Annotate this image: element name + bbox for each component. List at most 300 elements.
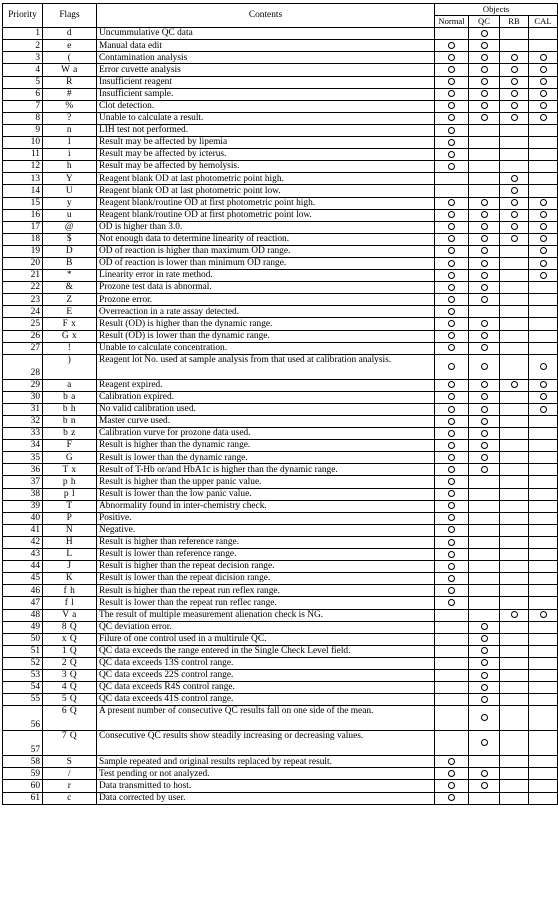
applicable-circle-icon <box>481 114 488 121</box>
flag-cell: u <box>43 209 97 221</box>
priority-header: Priority <box>3 4 43 28</box>
cal-object-cell <box>529 682 558 694</box>
flag-cell: 4 Q <box>43 682 97 694</box>
rb-object-cell <box>500 112 529 124</box>
table-row <box>3 645 558 657</box>
priority-cell: 17 <box>3 221 43 233</box>
qc-object-cell <box>469 233 500 245</box>
flag-cell: d <box>43 28 97 40</box>
contents-cell: Contamination analysis <box>97 52 435 64</box>
normal-object-cell <box>435 657 469 669</box>
applicable-circle-icon <box>448 284 455 291</box>
flag-cell: 8 Q <box>43 621 97 633</box>
flag-cell: * <box>43 270 97 282</box>
flag-cell: T <box>43 500 97 512</box>
rb-object-cell <box>500 657 529 669</box>
cal-object-cell <box>529 694 558 706</box>
table-body <box>3 28 558 804</box>
applicable-circle-icon <box>448 320 455 327</box>
flag-cell: ! <box>43 342 97 354</box>
qc-object-cell <box>469 561 500 573</box>
cal-object-cell <box>529 549 558 561</box>
rb-object-cell <box>500 294 529 306</box>
cal-object-cell <box>529 524 558 536</box>
flag-cell: l <box>43 137 97 149</box>
applicable-circle-icon <box>540 114 547 121</box>
qc-object-cell <box>469 245 500 257</box>
normal-object-cell <box>435 173 469 185</box>
applicable-circle-icon <box>448 539 455 546</box>
qc-object-cell <box>469 682 500 694</box>
applicable-circle-icon <box>481 739 488 746</box>
normal-object-cell <box>435 282 469 294</box>
rb-object-cell <box>500 185 529 197</box>
qc-object-cell <box>469 731 500 756</box>
applicable-circle-icon <box>540 54 547 61</box>
normal-object-cell <box>435 354 469 379</box>
applicable-circle-icon <box>481 332 488 339</box>
applicable-circle-icon <box>481 466 488 473</box>
table-row <box>3 780 558 792</box>
contents-cell: Insufficient reagent <box>97 76 435 88</box>
qc-object-cell <box>469 282 500 294</box>
applicable-circle-icon <box>511 199 518 206</box>
applicable-circle-icon <box>511 187 518 194</box>
applicable-circle-icon <box>481 696 488 703</box>
cal-object-cell <box>529 379 558 391</box>
applicable-circle-icon <box>448 454 455 461</box>
rb-object-cell <box>500 173 529 185</box>
flag-cell: x Q <box>43 633 97 645</box>
normal-object-cell <box>435 209 469 221</box>
qc-object-cell <box>469 609 500 621</box>
qc-object-cell <box>469 173 500 185</box>
priority-cell: 52 <box>3 657 43 669</box>
applicable-circle-icon <box>481 90 488 97</box>
contents-cell: Result is lower than the repeat dicision range. <box>97 573 435 585</box>
applicable-circle-icon <box>448 151 455 158</box>
priority-cell: 21 <box>3 270 43 282</box>
flag-cell: $ <box>43 233 97 245</box>
applicable-circle-icon <box>448 139 455 146</box>
flag-cell: H <box>43 536 97 548</box>
normal-object-cell <box>435 137 469 149</box>
qc-object-cell <box>469 403 500 415</box>
contents-cell: Result is lower than the dynamic range. <box>97 452 435 464</box>
contents-cell: Reagent lot No. used at sample analysis from that used at calibration analysis. <box>97 354 435 379</box>
table-row <box>3 173 558 185</box>
table-row <box>3 161 558 173</box>
contents-cell: Overreaction in a rate assay detected. <box>97 306 435 318</box>
cal-object-cell <box>529 124 558 136</box>
table-row <box>3 694 558 706</box>
contents-cell: Manual data edit <box>97 40 435 52</box>
priority-cell: 38 <box>3 488 43 500</box>
applicable-circle-icon <box>448 575 455 582</box>
rb-object-cell <box>500 28 529 40</box>
applicable-circle-icon <box>448 42 455 49</box>
cal-object-cell <box>529 330 558 342</box>
priority-cell: 19 <box>3 245 43 257</box>
table-row <box>3 428 558 440</box>
flag-cell: B <box>43 257 97 269</box>
applicable-circle-icon <box>448 770 455 777</box>
applicable-circle-icon <box>448 393 455 400</box>
cal-object-cell <box>529 137 558 149</box>
applicable-circle-icon <box>448 54 455 61</box>
applicable-circle-icon <box>511 54 518 61</box>
table-row <box>3 573 558 585</box>
qc-object-cell <box>469 657 500 669</box>
flags-header: Flags <box>43 4 97 28</box>
table-row <box>3 512 558 524</box>
rb-object-cell <box>500 416 529 428</box>
contents-cell: Sample repeated and original results replaced by repeat result. <box>97 756 435 768</box>
table-row <box>3 88 558 100</box>
rb-object-cell <box>500 694 529 706</box>
table-row <box>3 792 558 804</box>
flag-cell: F <box>43 440 97 452</box>
table-row <box>3 245 558 257</box>
cal-object-cell <box>529 257 558 269</box>
qc-object-cell <box>469 40 500 52</box>
normal-object-cell <box>435 464 469 476</box>
priority-cell: 15 <box>3 197 43 209</box>
priority-cell: 2 <box>3 40 43 52</box>
applicable-circle-icon <box>448 296 455 303</box>
normal-object-cell <box>435 149 469 161</box>
qc-object-cell <box>469 768 500 780</box>
flag-cell: Y <box>43 173 97 185</box>
normal-object-cell <box>435 524 469 536</box>
cal-object-cell <box>529 512 558 524</box>
priority-cell: 37 <box>3 476 43 488</box>
flag-cell: Z <box>43 294 97 306</box>
table-row <box>3 330 558 342</box>
qc-object-cell <box>469 780 500 792</box>
applicable-circle-icon <box>481 54 488 61</box>
rb-object-cell <box>500 100 529 112</box>
rb-object-cell <box>500 488 529 500</box>
applicable-circle-icon <box>481 223 488 230</box>
flag-cell: 5 Q <box>43 694 97 706</box>
qc-object-cell <box>469 645 500 657</box>
qc-object-cell <box>469 792 500 804</box>
applicable-circle-icon <box>511 102 518 109</box>
normal-object-cell <box>435 682 469 694</box>
flag-cell: T x <box>43 464 97 476</box>
applicable-circle-icon <box>448 78 455 85</box>
normal-object-cell <box>435 52 469 64</box>
flag-cell: # <box>43 88 97 100</box>
applicable-circle-icon <box>481 260 488 267</box>
rb-object-cell <box>500 137 529 149</box>
flag-cell: r <box>43 780 97 792</box>
normal-object-cell <box>435 221 469 233</box>
contents-cell: Unable to calculate a result. <box>97 112 435 124</box>
applicable-circle-icon <box>448 758 455 765</box>
table-row <box>3 100 558 112</box>
contents-cell: Reagent blank/routine OD at first photometric point high. <box>97 197 435 209</box>
applicable-circle-icon <box>481 247 488 254</box>
flag-cell: ( <box>43 52 97 64</box>
flag-cell: b n <box>43 416 97 428</box>
normal-object-cell <box>435 549 469 561</box>
applicable-circle-icon <box>481 672 488 679</box>
flag-cell: W a <box>43 64 97 76</box>
normal-object-cell <box>435 645 469 657</box>
normal-object-cell <box>435 270 469 282</box>
flag-cell: f h <box>43 585 97 597</box>
applicable-circle-icon <box>540 102 547 109</box>
cal-object-cell <box>529 464 558 476</box>
applicable-circle-icon <box>448 442 455 449</box>
qc-object-cell <box>469 756 500 768</box>
priority-cell: 20 <box>3 257 43 269</box>
rb-object-cell <box>500 282 529 294</box>
contents-cell: Result may be affected by icterus. <box>97 149 435 161</box>
applicable-circle-icon <box>481 635 488 642</box>
rb-object-cell <box>500 76 529 88</box>
contents-cell: Unable to calculate concentration. <box>97 342 435 354</box>
normal-object-cell <box>435 185 469 197</box>
flag-cell: E <box>43 306 97 318</box>
contents-cell: Result is higher than reference range. <box>97 536 435 548</box>
flag-cell: p l <box>43 488 97 500</box>
rb-object-cell <box>500 597 529 609</box>
normal-object-cell <box>435 573 469 585</box>
cal-object-cell <box>529 669 558 681</box>
flag-cell: 6 Q <box>43 706 97 731</box>
flag-cell: 1 Q <box>43 645 97 657</box>
applicable-circle-icon <box>481 102 488 109</box>
flag-cell: b z <box>43 428 97 440</box>
applicable-circle-icon <box>511 381 518 388</box>
qc-object-cell <box>469 294 500 306</box>
applicable-circle-icon <box>448 514 455 521</box>
priority-cell: 41 <box>3 524 43 536</box>
rb-object-cell <box>500 780 529 792</box>
rb-header: RB <box>500 16 529 28</box>
priority-cell: 39 <box>3 500 43 512</box>
applicable-circle-icon <box>481 296 488 303</box>
applicable-circle-icon <box>448 587 455 594</box>
flag-cell: & <box>43 282 97 294</box>
table-row <box>3 233 558 245</box>
applicable-circle-icon <box>448 599 455 606</box>
priority-cell: 43 <box>3 549 43 561</box>
cal-object-cell <box>529 621 558 633</box>
qc-object-cell <box>469 512 500 524</box>
applicable-circle-icon <box>481 199 488 206</box>
priority-cell: 58 <box>3 756 43 768</box>
rb-object-cell <box>500 233 529 245</box>
contents-cell: Abnormality found in inter-chemistry check. <box>97 500 435 512</box>
priority-cell: 53 <box>3 669 43 681</box>
table-row <box>3 549 558 561</box>
table-row <box>3 28 558 40</box>
cal-object-cell <box>529 633 558 645</box>
table-row <box>3 500 558 512</box>
normal-object-cell <box>435 330 469 342</box>
normal-object-cell <box>435 706 469 731</box>
normal-object-cell <box>435 318 469 330</box>
applicable-circle-icon <box>481 430 488 437</box>
applicable-circle-icon <box>481 770 488 777</box>
priority-cell: 36 <box>3 464 43 476</box>
qc-object-cell <box>469 354 500 379</box>
priority-cell: 30 <box>3 391 43 403</box>
flag-cell: 2 Q <box>43 657 97 669</box>
normal-object-cell <box>435 512 469 524</box>
rb-object-cell <box>500 452 529 464</box>
rb-object-cell <box>500 330 529 342</box>
header-row <box>3 4 558 16</box>
flag-cell: e <box>43 40 97 52</box>
normal-object-cell <box>435 561 469 573</box>
rb-object-cell <box>500 270 529 282</box>
contents-cell: Data corrected by user. <box>97 792 435 804</box>
normal-object-cell <box>435 197 469 209</box>
normal-object-cell <box>435 161 469 173</box>
contents-cell: Calibration expired. <box>97 391 435 403</box>
priority-cell: 34 <box>3 440 43 452</box>
priority-cell: 24 <box>3 306 43 318</box>
applicable-circle-icon <box>481 42 488 49</box>
normal-object-cell <box>435 124 469 136</box>
cal-object-cell <box>529 609 558 621</box>
table-header <box>3 4 558 28</box>
applicable-circle-icon <box>481 320 488 327</box>
qc-object-cell <box>469 342 500 354</box>
applicable-circle-icon <box>481 623 488 630</box>
normal-object-cell <box>435 780 469 792</box>
table-row <box>3 756 558 768</box>
rb-object-cell <box>500 633 529 645</box>
contents-cell: Result is lower than the low panic value. <box>97 488 435 500</box>
rb-object-cell <box>500 88 529 100</box>
table-row <box>3 318 558 330</box>
applicable-circle-icon <box>448 247 455 254</box>
rb-object-cell <box>500 209 529 221</box>
cal-object-cell <box>529 536 558 548</box>
table-row <box>3 585 558 597</box>
applicable-circle-icon <box>540 199 547 206</box>
data-flags-table <box>2 3 558 805</box>
priority-cell: 40 <box>3 512 43 524</box>
normal-object-cell <box>435 488 469 500</box>
flag-cell: h <box>43 161 97 173</box>
cal-object-cell <box>529 294 558 306</box>
flag-cell: J <box>43 561 97 573</box>
rb-object-cell <box>500 768 529 780</box>
rb-object-cell <box>500 391 529 403</box>
flag-cell: L <box>43 549 97 561</box>
qc-object-cell <box>469 633 500 645</box>
table-row <box>3 76 558 88</box>
flag-cell: V a <box>43 609 97 621</box>
contents-cell: QC data exceeds 41S control range. <box>97 694 435 706</box>
flag-cell: F x <box>43 318 97 330</box>
priority-cell: 51 <box>3 645 43 657</box>
rb-object-cell <box>500 124 529 136</box>
qc-object-cell <box>469 500 500 512</box>
applicable-circle-icon <box>448 526 455 533</box>
qc-object-cell <box>469 549 500 561</box>
cal-object-cell <box>529 40 558 52</box>
applicable-circle-icon <box>481 78 488 85</box>
priority-cell: 25 <box>3 318 43 330</box>
contents-cell: OD of reaction is higher than maximum OD range. <box>97 245 435 257</box>
qc-object-cell <box>469 137 500 149</box>
contents-cell: QC data exceeds 13S control range. <box>97 657 435 669</box>
table-row <box>3 669 558 681</box>
qc-object-cell <box>469 464 500 476</box>
table-row <box>3 621 558 633</box>
cal-header: CAL <box>529 16 558 28</box>
priority-cell: 3 <box>3 52 43 64</box>
applicable-circle-icon <box>481 406 488 413</box>
cal-object-cell <box>529 64 558 76</box>
flag-cell: / <box>43 768 97 780</box>
applicable-circle-icon <box>448 90 455 97</box>
applicable-circle-icon <box>481 418 488 425</box>
priority-cell: 60 <box>3 780 43 792</box>
priority-cell: 4 <box>3 64 43 76</box>
normal-object-cell <box>435 694 469 706</box>
applicable-circle-icon <box>540 406 547 413</box>
table-row <box>3 112 558 124</box>
normal-object-cell <box>435 621 469 633</box>
table-row <box>3 609 558 621</box>
flag-cell: y <box>43 197 97 209</box>
applicable-circle-icon <box>540 66 547 73</box>
table-row <box>3 342 558 354</box>
qc-object-cell <box>469 379 500 391</box>
contents-cell: Result is lower than the repeat run reflec range. <box>97 597 435 609</box>
table-row <box>3 306 558 318</box>
table-row <box>3 391 558 403</box>
rb-object-cell <box>500 573 529 585</box>
contents-cell: Result (OD) is higher than the dynamic range. <box>97 318 435 330</box>
contents-cell: The result of multiple measurement alienation check is NG. <box>97 609 435 621</box>
table-row <box>3 209 558 221</box>
applicable-circle-icon <box>481 714 488 721</box>
rb-object-cell <box>500 428 529 440</box>
qc-header: QC <box>469 16 500 28</box>
applicable-circle-icon <box>448 418 455 425</box>
cal-object-cell <box>529 149 558 161</box>
table-row <box>3 294 558 306</box>
rb-object-cell <box>500 549 529 561</box>
flag-cell: i <box>43 149 97 161</box>
cal-object-cell <box>529 500 558 512</box>
applicable-circle-icon <box>481 381 488 388</box>
contents-cell: Prozone error. <box>97 294 435 306</box>
applicable-circle-icon <box>481 284 488 291</box>
applicable-circle-icon <box>481 235 488 242</box>
contents-cell: Filure of one control used in a multirule QC. <box>97 633 435 645</box>
priority-cell: 55 <box>3 694 43 706</box>
contents-cell: Data transmitted to host. <box>97 780 435 792</box>
qc-object-cell <box>469 100 500 112</box>
contents-cell: Insufficient sample. <box>97 88 435 100</box>
applicable-circle-icon <box>511 223 518 230</box>
contents-cell: Calibration vurve for prozone data used. <box>97 428 435 440</box>
contents-cell: QC data exceeds the range entered in the Single Check Level field. <box>97 645 435 657</box>
applicable-circle-icon <box>511 211 518 218</box>
normal-object-cell <box>435 342 469 354</box>
